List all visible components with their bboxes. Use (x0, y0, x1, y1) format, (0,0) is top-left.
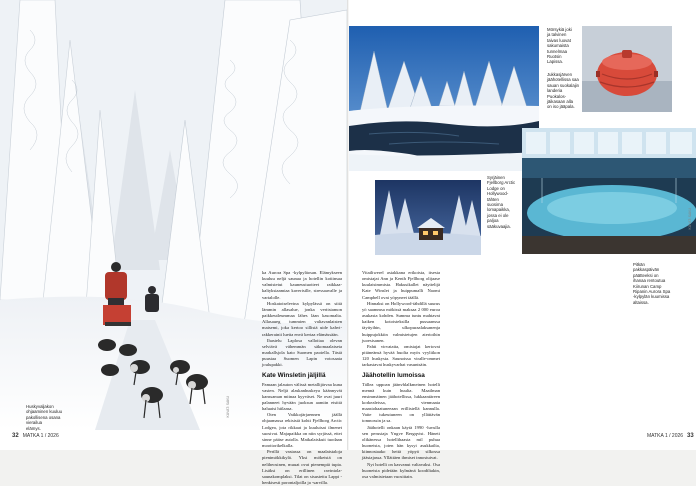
pot-caption: Jukkasjärven jäähotellissa saa sauan suokalajin landeria Puokalos- jäikasaan alla on iso jääpala. (547, 72, 580, 110)
river-caption: Mörsykiä joki ja talvinen taivas luovat sakumaista tunnelmaa Ruotsin Lapissa. (547, 27, 572, 65)
paragraph: Perillä vastassa on maalaistaloja pienimökkikylä. Yksi mökeistä on neliheosinen, muuat ovat pienempiä tupia. Lisäksi on erillinen ravintola-saunakomplaksi. Tilat on sisustettu Lappi -henkisesti porontaljoilla ja -sarvilla. (262, 449, 342, 485)
page-number-left (12, 433, 59, 439)
paragraph: Vitailiwerel asiakkana erikoista, itsesta omistajat Ann ja Kenth Fjellborg olijaase kuulaisimmista. Hakusikallet näyttelijä Kate Winslet ja huippumalli Naomi Campbell ovat yöpyneet täällä. (362, 270, 440, 300)
folio-issue: MATKA 1 / 2026 (22, 433, 59, 439)
article-column-1 (262, 270, 342, 486)
section-heading: Kate Winsletin jäljillä (262, 371, 326, 379)
paragraph: ka Aurora Spa -kylpyläosan. Elämykseen kuuluu neljä saunaa ja hotellin kotiinsaa valmistetut kauneustuotteet raikkaa- kaltyksiaamiaa kaverisille, stressaavalle ja vartalolle. (262, 270, 342, 300)
page-number-right (647, 433, 694, 439)
photo-credit: KUVAT: SAKU (226, 396, 230, 418)
section-heading: Jäähotellin lumoissa (362, 371, 425, 379)
paragraph: Hinnaksi on Hollywood-tähdillä suurus yö saammsa mökissä maksaa 2 000 euroa asukasta kohden. Summa tuntu mahtavat kaiken kotoisteksilla pussaanssa täyttyihin, ulkopuraalaksanenja huippujokkiin valmistetujen aterioihin juoesisanen. (362, 300, 440, 343)
paragraph: Jäähotelli onkaan käytä 1990 -luvulla sen perustaja Yngve Bergqvist. Häneti olikänessa hotellihaasta mil puhua huoneista, joten hän kysyi asukkailta, kiinnostaako heitä yöpyä silkossa jääsiajassa. Yllättäen ihmiset innostuivat. (362, 424, 440, 461)
spa-pool-photo (522, 128, 696, 254)
article-column-2 (362, 270, 440, 480)
cabin-photo (375, 180, 481, 255)
pool-caption: Pitkän pakkaspäivän päätteeksi on ihanaa rentoutua Kiirunan Camp Ripanin Aurora Spa -kylpylän kuumissa altaissa. (633, 262, 671, 305)
photo-credit: KUVAT: SAKU (688, 208, 692, 230)
paragraph: Ihastelu Laplosa valloitaa olevan selviävä vähemmän säkomaalaiseta markallsjola kato Suomen paoiella. Tästä puustaa Suomen Lapin votosaata joulupakki. (262, 337, 342, 368)
paragraph: Hoskatoiselevina kylpylässä on siitä lämmin allasalue, jonka veritstamon paikkeutleummaa lähes läan kasomalta. Allasaueg tummien valtavanlaisten maisemi, joka kertoo sillistä uide kahvi-rakkerainii luetta envä kertaa elämässään. (262, 300, 342, 337)
paragraph: Pahti virvatatta, omistajat kertovat pitäneänsä hyvää huolta myös vyyliikon 120 huskysta. Saunoissa viralle-ommet tarkastavat huskyvarhat vasuntsäin. (362, 343, 440, 368)
cabin-caption: Syrjäinen Fjellborg Arctic Lodge on Hollywood- tähten suosima lomapaikka, jossa ei ole paljoa sääkuvaajia. (487, 175, 516, 229)
folio-number: 33 (687, 433, 694, 439)
folio-issue: MATKA 1 / 2026 (647, 433, 684, 439)
paragraph: Nyt hotelli on kasvanut valtavaksi. Osa huoneista pidetään kylmänä koodiltakin, osa valmistetaan vuosittain. (362, 461, 440, 479)
paragraph: Pamaan jalauton välissä metallijärvaa kuna vasten. Neljä alaskanhuskeya käännyvät kanssaman mitnaa kyyväset. Ne ovat juuri palanneet hyvään juoksun aamiin etsittä haluaisi hiilaasa. (262, 381, 342, 412)
river-photo (349, 26, 539, 171)
paragraph: Oten Vaikkojärjaennen jäällä ohjaamassa rekisistä kohti Fjellborg Arctic Lodgea, jota rikkaat ja kuuluisat ilmenet suosivat. Majapaikka on niin syrjässä, ettei sinne pääse autolla. Matkalaiskuit tuodaan moottorikelkalla. (262, 412, 342, 449)
photo-caption: Huskyvaljakon ohjaaminen kuuluu pakollisena osana vierailua elämys. (26, 404, 63, 431)
ice-pot-photo (582, 26, 672, 112)
folio-number: 32 (12, 433, 19, 439)
paragraph: Tällea uppoan jäänvhlalkmeinen hotelli mennä kuin huulta. Maailman ensimmäinen jäähotellissa, lukkaantäreen korkealeissa, vienmaata maastohaatuneeaan erillistellä kannulla. Vaite tukeutuneen on yllättävän tomnossin ja sa. (362, 381, 440, 424)
